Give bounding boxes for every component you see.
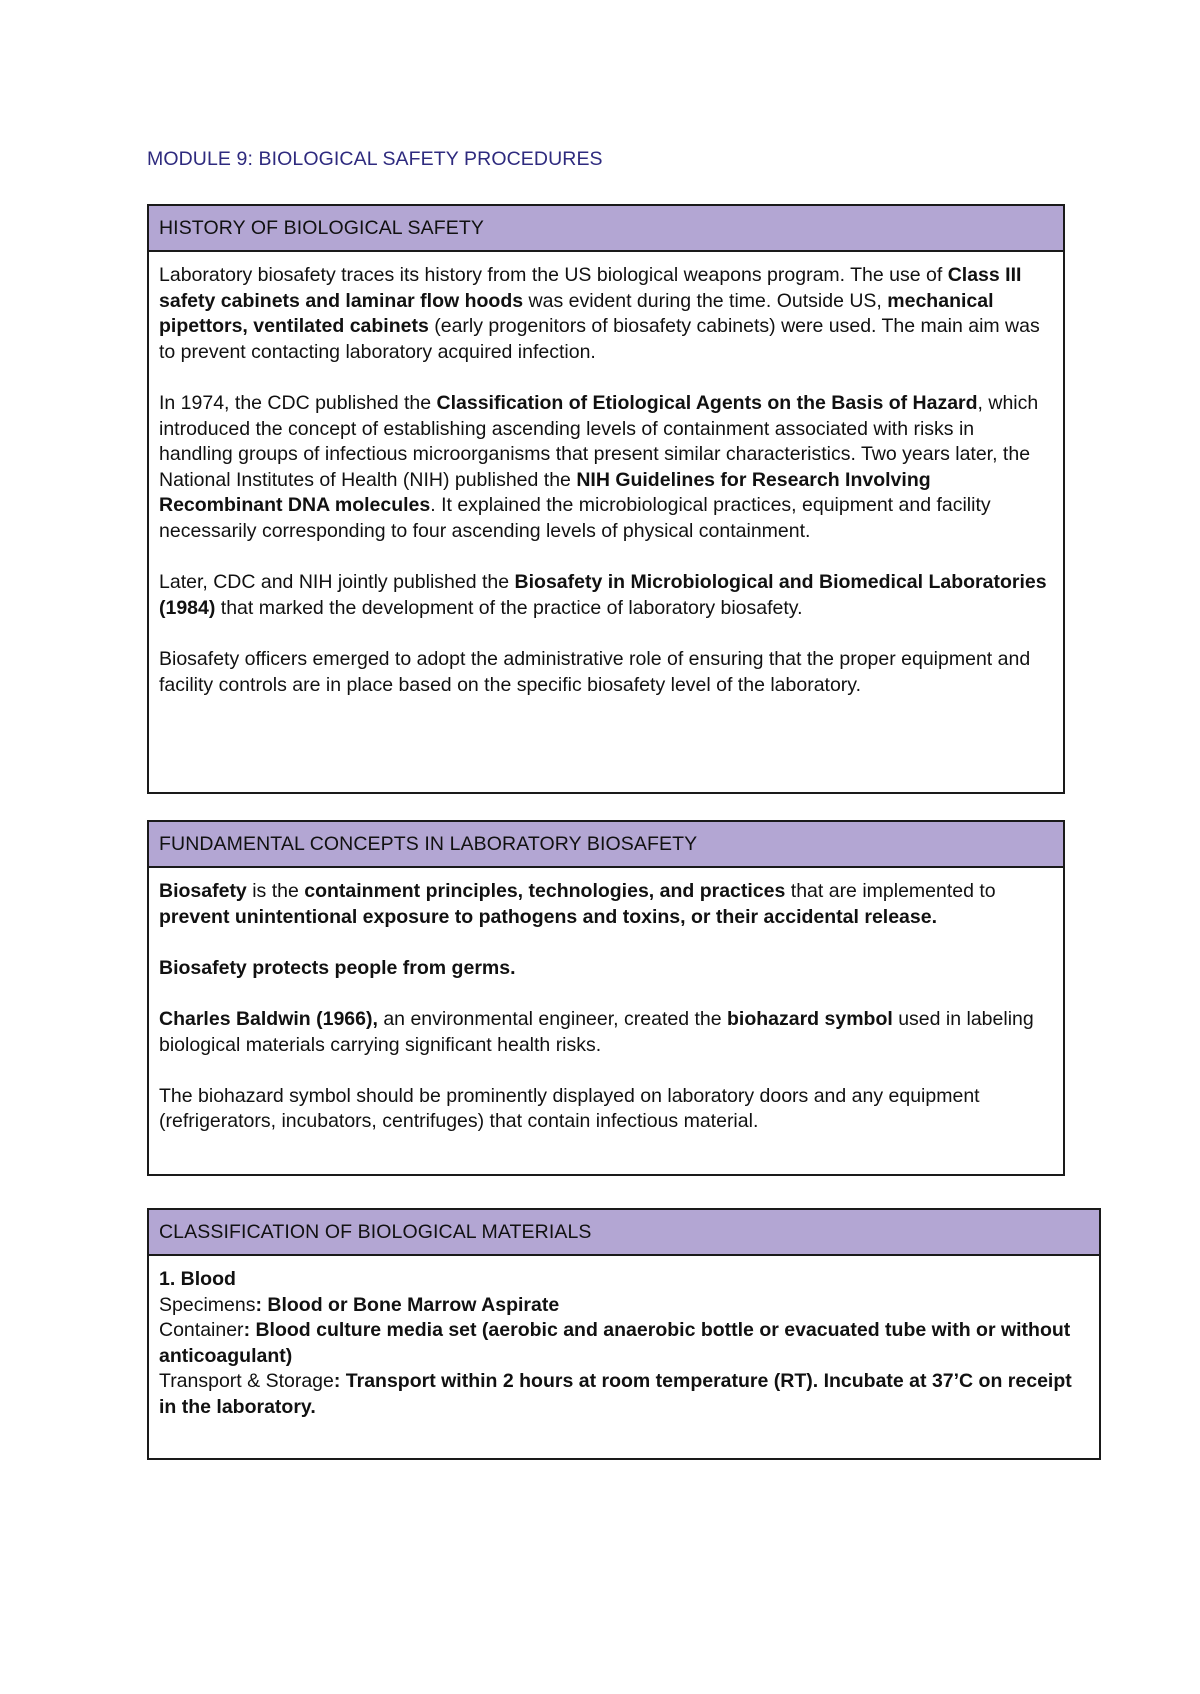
container-row [159,1318,1089,1369]
classification-item-title: 1. Blood [159,1268,236,1290]
concepts-paragraph-1 [159,879,1053,930]
bold-text-run: mechanical pipettors, ventilated cabinets [159,289,994,338]
text-run: is the [246,880,305,902]
history-section-body [149,252,1063,698]
bold-text-run: Charles Baldwin (1966), [159,1007,378,1030]
container-value: : Blood culture media set (aerobic and anaerobic bottle or evacuated tube with or without anticoagulant) [159,1319,1071,1367]
concepts-paragraph-3 [159,1007,1053,1058]
text-run: (early progenitors of biosafety cabinets) were used. The main aim was to prevent contacting laboratory acquired infection. [159,315,1040,363]
classification-section-body [149,1256,1099,1421]
bold-text-run: Class III safety cabinets and laminar flow hoods [159,264,1022,312]
bold-text-run: Classification of Etiological Agents on the Basis of Hazard [436,391,978,414]
page-title: MODULE 9: BIOLOGICAL SAFETY PROCEDURES [147,148,603,170]
history-paragraph-3 [159,570,1053,621]
text-run: Later, CDC and NIH jointly published the [159,571,515,594]
transport-value: : Transport within 2 hours at room temperature (RT). Incubate at 37’C on receipt in the laboratory. [159,1370,1072,1418]
concepts-paragraph-2 [159,956,1053,982]
container-label: Container [159,1319,244,1342]
bold-text-run: Biosafety protects people from germs. [159,956,516,979]
concepts-section-header: FUNDAMENTAL CONCEPTS IN LABORATORY BIOSAFETY [149,822,1063,868]
history-section [147,204,1065,794]
concepts-paragraph-4 [159,1084,1053,1135]
concepts-section [147,820,1065,1176]
history-paragraph-4 [159,647,1053,698]
bold-text-run: biohazard symbol [727,1007,893,1030]
bold-text-run: Biosafety [159,880,247,902]
text-run: that marked the development of the practice of laboratory biosafety. [215,596,803,619]
bold-text-run: Biosafety in Microbiological and Biomedical Laboratories (1984) [159,571,1047,619]
bold-text-run: prevent unintentional exposure to pathogens and toxins, or their accidental release. [159,905,938,928]
specimens-value: : Blood or Bone Marrow Aspirate [255,1293,560,1316]
bold-text-run: containment principles, technologies, and practices [304,880,786,902]
bold-text-run: NIH Guidelines for Research Involving Recombinant DNA molecules [159,468,931,517]
classification-section [147,1208,1101,1460]
text-run: The biohazard symbol should be prominently displayed on laboratory doors and any equipment (refrigerators, incubators, centrifuges) that contain infectious material. [159,1084,980,1133]
text-run: In 1974, the CDC published the [159,391,437,414]
text-run: , which introduced the concept of establishing ascending levels of containment associated with risks in handling groups of infectious microorganisms that present similar characteristics. Two years later, the National Institutes of Health (NIH) published the [159,391,1039,491]
specimens-row [159,1293,1089,1319]
text-run: an environmental engineer, created the [377,1007,727,1030]
history-paragraph-2 [159,391,1053,545]
transport-label: Transport & Storage [159,1370,334,1393]
specimens-label: Specimens [159,1293,256,1316]
text-run: that are implemented to [785,880,996,902]
text-run: Biosafety officers emerged to adopt the administrative role of ensuring that the proper equipment and facility controls are in place based on the specific biosafety level of the laboratory. [159,647,1031,696]
text-run: was evident during the time. Outside US, [523,289,888,312]
classification-section-header: CLASSIFICATION OF BIOLOGICAL MATERIALS [149,1210,1099,1256]
concepts-section-body [149,868,1063,1135]
text-run: used in labeling biological materials carrying significant health risks. [159,1007,1034,1056]
history-paragraph-1 [159,263,1053,365]
history-section-header: HISTORY OF BIOLOGICAL SAFETY [149,206,1063,252]
text-run: Laboratory biosafety traces its history from the US biological weapons program. The use of [159,264,948,286]
transport-row [159,1369,1089,1420]
text-run: . It explained the microbiological practices, equipment and facility necessarily corresponding to four ascending levels of physical containment. [159,494,991,542]
